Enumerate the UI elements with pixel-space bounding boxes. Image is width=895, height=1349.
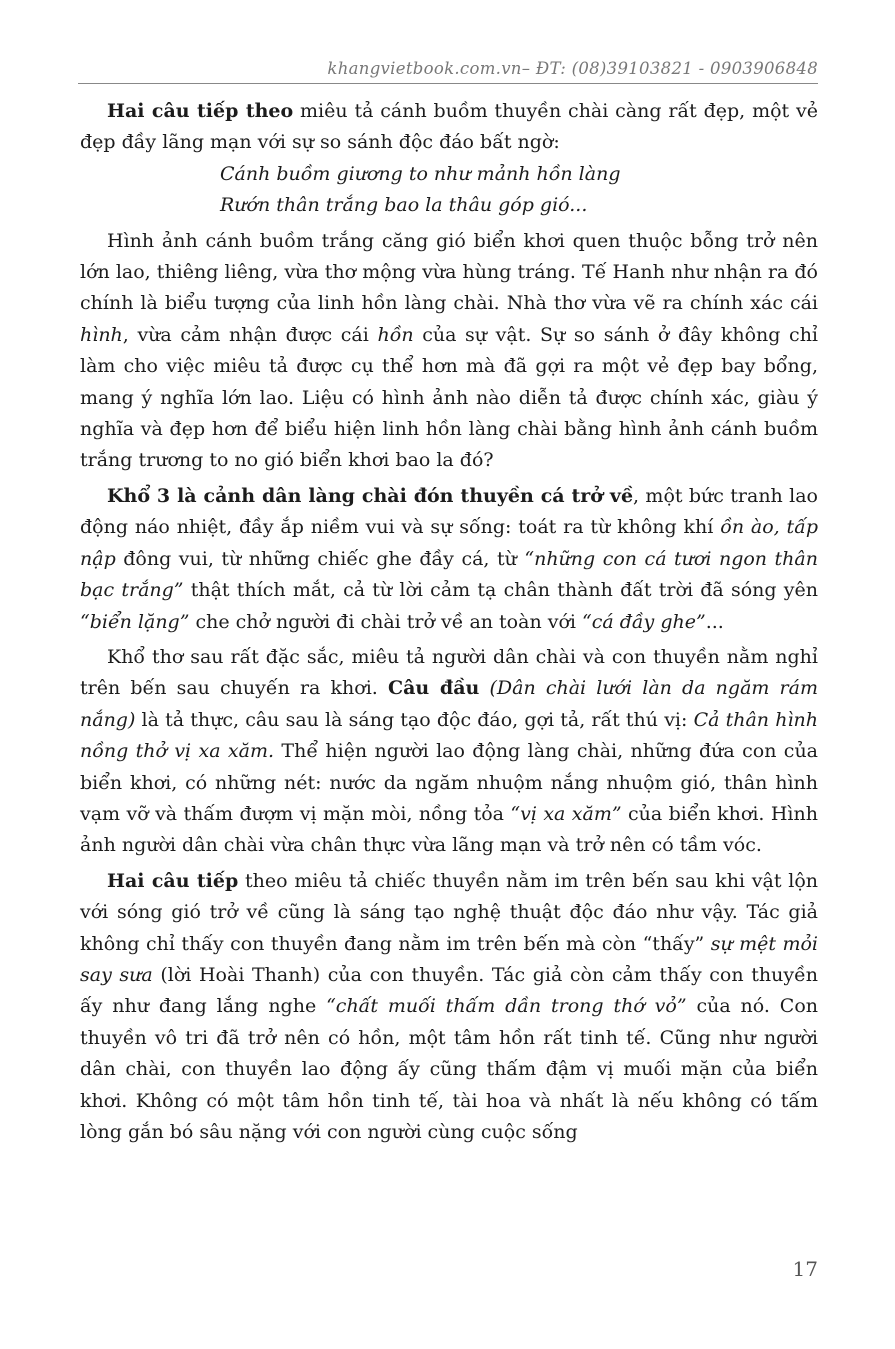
- page-header: khangvietbook.com.vn– ĐT: (08)39103821 - 0903906848: [327, 59, 818, 78]
- paragraph-4-bold: Câu đầu: [387, 677, 480, 700]
- verse-line-2: Rướn thân trắng bao la thâu góp gió...: [220, 194, 588, 217]
- paragraph-4: Khổ thơ sau rất đặc sắc, miêu tả người dân chài và con thuyền nằm nghỉ trên bến sau chuyến ra khơi. Câu đầu (Dân chài lưới làn da ngăm rám nắng) là tả thực, câu sau là sáng tạo độc đáo, gợi tả, rất thú vị: Cả thân hình nồng thở vị xa xăm. Thể hiện người lao động làng chài, những đứa con của biển khơi, có những nét: nước da ngăm nhuộm nắng nhuộm gió, thân hình vạm vỡ và thấm đượm vị mặn mòi, nồng tỏa “vị xa xăm” của biển khơi. Hình ảnh người dân chài vừa chân thực vừa lãng mạn và trở nên có tầm vóc.: [80, 645, 819, 857]
- page-number: 17: [792, 1257, 818, 1281]
- paragraph-5: Hai câu tiếp theo miêu tả chiếc thuyền nằm im trên bến sau khi vật lộn với sóng gió trở về cũng là sáng tạo nghệ thuật độc đáo như vậy. Tác giả không chỉ thấy con thuyền đang nằm im trên bến mà còn “thấy” sự mệt mỏi say sưa (lời Hoài Thanh) của con thuyền. Tác giả còn cảm thấy con thuyền ấy như đang lắng nghe “chất muối thấm dần trong thớ vỏ” của nó. Con thuyền vô tri đã trở nên có hồn, một tâm hồn rất tinh tế. Cũng như người dân chài, con thuyền lao động ấy cũng thấm đậm vị muối mặn của biển khơi. Không có một tâm hồn tinh tế, tài hoa và nhất là nếu không có tấm lòng gắn bó sâu nặng với con người cùng cuộc sống: [80, 869, 819, 1143]
- header-site: khangvietbook.com.vn: [327, 59, 522, 78]
- paragraph-1: Hai câu tiếp theo miêu tả cánh buồm thuyền chài càng rất đẹp, một vẻ đẹp đầy lãng mạn với sự so sánh độc đáo bất ngờ:: [80, 100, 818, 154]
- paragraph-3: Khổ 3 là cảnh dân làng chài đón thuyền cá trở về, một bức tranh lao động náo nhiệt, đầy ắp niềm vui và sự sống: toát ra từ không khí ồn ào, tấp nập đông vui, từ những chiếc ghe đầy cá, từ “những con cá tươi ngon thân bạc trắng” thật thích mắt, cả từ lời cảm tạ chân thành đất trời đã sóng yên “biển lặng” che chở người đi chài trở về an toàn với “cá đầy ghe”...: [80, 484, 819, 633]
- verse-quote: [80, 159, 818, 222]
- paragraph-1-lead: Hai câu tiếp theo: [107, 100, 294, 122]
- header-divider: [78, 83, 818, 84]
- verse-line-1: Cánh buồm giương to như mảnh hồn làng: [220, 162, 621, 185]
- paragraph-2: Hình ảnh cánh buồm trắng căng gió biển khơi quen thuộc bỗng trở nên lớn lao, thiêng liêng, vừa thơ mộng vừa hùng tráng. Tế Hanh như nhận ra đó chính là biểu tượng của linh hồn làng chài. Nhà thơ vừa vẽ ra chính xác cái hình, vừa cảm nhận được cái hồn của sự vật. Sự so sánh ở đây không chỉ làm cho việc miêu tả được cụ thể hơn mà đã gợi ra một vẻ đẹp bay bổng, mang ý nghĩa lớn lao. Liệu có hình ảnh nào diễn tả được chính xác, giàu ý nghĩa và đẹp hơn để biểu hiện linh hồn làng chài bằng hình ảnh cánh buồm trắng trương to no gió biển khơi bao la đó?: [80, 229, 819, 472]
- main-text: [80, 96, 818, 1148]
- header-contact: ĐT: (08)39103821 - 0903906848: [535, 59, 818, 78]
- paragraph-3-lead: Khổ 3 là cảnh dân làng chài đón thuyền cá trở về: [107, 484, 634, 507]
- paragraph-5-lead: Hai câu tiếp: [107, 869, 239, 892]
